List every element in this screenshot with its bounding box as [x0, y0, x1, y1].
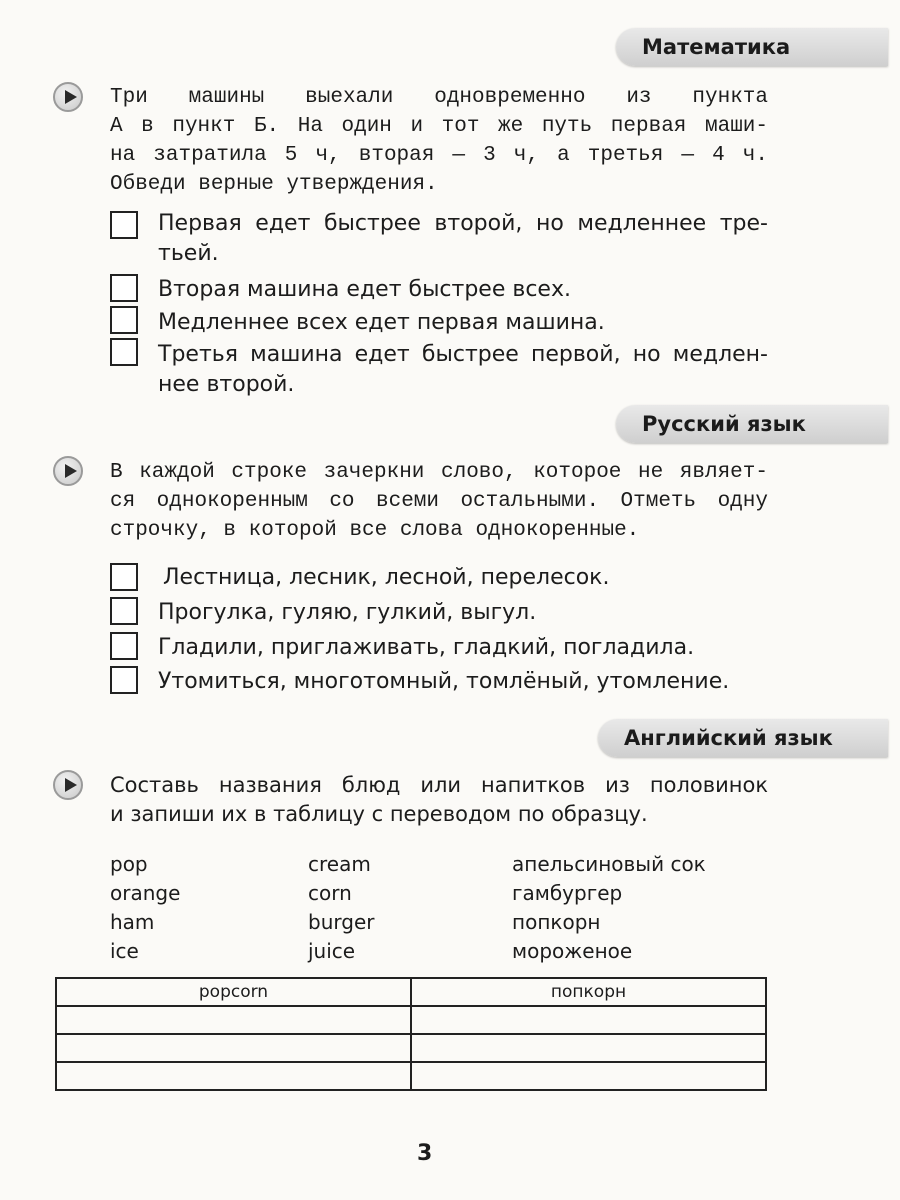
- word-part: orange: [110, 881, 181, 905]
- math-option-checkbox[interactable]: [110, 211, 138, 239]
- task-line: и запиши их в таблицу с переводом по образцу.: [110, 802, 648, 826]
- word-part: juice: [308, 939, 356, 963]
- russian-option: Утомиться, многотомный, томлёный, утомление.: [158, 669, 730, 694]
- table-cell-english[interactable]: popcorn: [56, 978, 411, 1006]
- table-cell-russian[interactable]: [411, 1034, 766, 1062]
- word-part: ham: [110, 910, 155, 934]
- russian-option-checkbox[interactable]: [110, 666, 138, 694]
- table-cell-english[interactable]: [56, 1006, 411, 1034]
- word-part: pop: [110, 852, 148, 876]
- table-cell-russian[interactable]: [411, 1062, 766, 1090]
- task-line: ся однокоренным со всеми остальными. Отметь одну: [110, 490, 768, 513]
- table-row: [56, 1034, 766, 1062]
- math-option: Вторая машина едет быстрее всех.: [158, 277, 571, 302]
- russian-option: Лестница, лесник, лесной, перелесок.: [163, 565, 610, 590]
- russian-option: Прогулка, гуляю, гулкий, выгул.: [158, 600, 537, 625]
- option-line: тьей.: [158, 241, 219, 266]
- math-option: [158, 340, 768, 400]
- russian-section-tab: Русский язык: [616, 405, 888, 443]
- word-part: cream: [308, 852, 371, 876]
- russian-task-text: [110, 458, 768, 545]
- translation: апельсиновый сок: [512, 852, 706, 876]
- table-cell-russian[interactable]: попкорн: [411, 978, 766, 1006]
- task-line: строчку, в которой все слова однокоренные.: [110, 519, 640, 542]
- translation: гамбургер: [512, 881, 623, 905]
- math-option: Медленнее всех едет первая машина.: [158, 310, 605, 335]
- english-section-tab: Английский язык: [598, 719, 888, 757]
- math-option-checkbox[interactable]: [110, 274, 138, 302]
- english-task-text: [110, 771, 768, 829]
- option-line: Третья машина едет быстрее первой, но медлен-: [158, 342, 768, 367]
- play-icon: [53, 82, 83, 112]
- word-part: ice: [110, 939, 139, 963]
- play-icon: [53, 456, 83, 486]
- table-row: [56, 978, 766, 1006]
- word-part: burger: [308, 910, 375, 934]
- russian-option: Гладили, приглаживать, гладкий, погладила.: [158, 635, 695, 660]
- table-cell-english[interactable]: [56, 1062, 411, 1090]
- play-icon: [53, 770, 83, 800]
- math-option-checkbox[interactable]: [110, 306, 138, 334]
- task-line: А в пункт Б. На один и тот же путь первая маши-: [110, 115, 768, 138]
- task-line: на затратила 5 ч, вторая — 3 ч, а третья — 4 ч.: [110, 144, 768, 167]
- task-line: В каждой строке зачеркни слово, которое не являет-: [110, 461, 768, 484]
- math-option-checkbox[interactable]: [110, 338, 138, 366]
- option-line: Первая едет быстрее второй, но медленнее тре-: [158, 211, 768, 236]
- math-section-tab: Математика: [616, 28, 888, 66]
- russian-option-checkbox[interactable]: [110, 563, 138, 591]
- russian-option-checkbox[interactable]: [110, 632, 138, 660]
- translation: мороженое: [512, 939, 633, 963]
- table-row: [56, 1062, 766, 1090]
- task-line: Три машины выехали одновременно из пункта: [110, 86, 768, 109]
- translation: попкорн: [512, 910, 601, 934]
- math-option: [158, 209, 768, 269]
- russian-option-checkbox[interactable]: [110, 597, 138, 625]
- math-task-text: [110, 83, 768, 199]
- task-line: Обведи верные утверждения.: [110, 173, 438, 196]
- option-line: нее второй.: [158, 372, 295, 397]
- word-part: corn: [308, 881, 352, 905]
- table-row: [56, 1006, 766, 1034]
- task-line: Составь названия блюд или напитков из половинок: [110, 773, 768, 797]
- table-cell-russian[interactable]: [411, 1006, 766, 1034]
- page-number: 3: [417, 1141, 433, 1166]
- table-cell-english[interactable]: [56, 1034, 411, 1062]
- answer-table: [55, 977, 767, 1091]
